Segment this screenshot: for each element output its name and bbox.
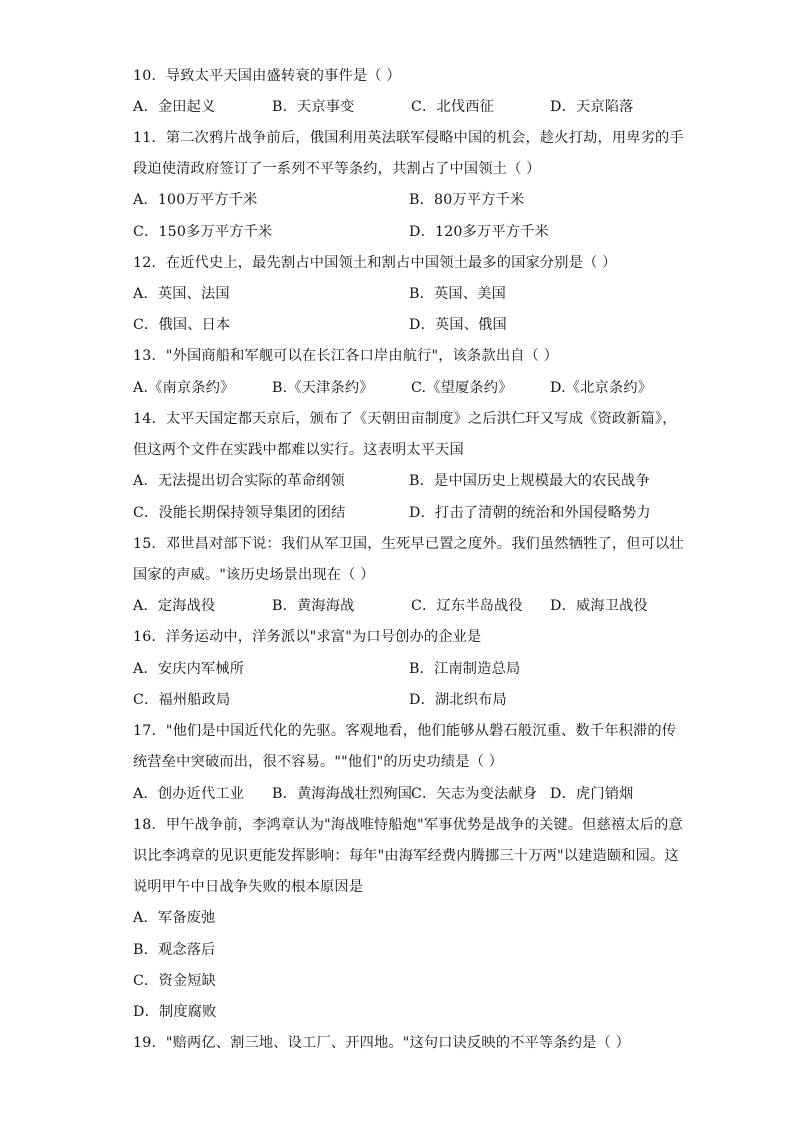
question-14-stem-line-2 [133, 440, 464, 460]
option-c: C．俄国、日本 [133, 317, 231, 333]
question-text: 第二次鸦片战争前后，俄国利用英法联军侵略中国的机会，趁火打劫，用卑劣的手 [165, 130, 684, 146]
option-c: C．北伐西征 [411, 99, 494, 115]
option-d: D．天京陷落 [550, 99, 634, 115]
question-text: 太平天国定都天京后，颁布了《天朝田亩制度》之后洪仁玕又写成《资政新篇》， [165, 411, 677, 427]
option-c: C．矢志为变法献身 [411, 786, 538, 802]
option-d: D．英国、俄国 [409, 317, 507, 333]
option-a: A．创办近代工业 [133, 786, 245, 802]
option-c: C.《望厦条约》 [411, 380, 513, 396]
option-c: C．没能长期保持领导集团的团结 [133, 505, 346, 521]
option-a: A．英国、法国 [133, 286, 230, 302]
option-d: D．湖北织布局 [409, 692, 507, 708]
option-d: D．打击了清朝的统治和外国侵略势力 [409, 505, 651, 521]
question-text: 国家的声威。"该历史场景出现在（ ） [133, 567, 375, 583]
question-19-stem [133, 1033, 630, 1053]
option-d: D．威海卫战役 [550, 598, 648, 614]
question-17-stem-line-2 [133, 752, 503, 772]
option-a: A．安庆内军械所 [133, 661, 245, 677]
option-a: A．定海战役 [133, 598, 216, 614]
question-18-option-a [133, 908, 215, 928]
question-number: 17． [133, 723, 166, 739]
question-17-stem-line-1 [133, 721, 676, 741]
question-text: 洋务运动中，洋务派以"求富"为口号创办的企业是 [165, 629, 482, 645]
option-b: B.《天津条约》 [272, 380, 374, 396]
option-b: B．英国、美国 [409, 286, 506, 302]
question-number: 14． [133, 411, 166, 427]
option-d: D．制度腐败 [133, 1004, 217, 1020]
question-18-stem-line-3 [133, 877, 363, 897]
question-text: "外国商船和军舰可以在长江各口岸由航行"，该条款出自（ ） [165, 348, 559, 364]
question-15-stem-line-2 [133, 565, 375, 585]
question-18-option-d [133, 1002, 217, 1022]
option-d: D.《北京条约》 [550, 380, 653, 396]
question-18-option-c [133, 971, 216, 991]
question-text: "赔两亿、割三地、设工厂、开四地。"这句口诀反映的不平等条约是（ ） [165, 1035, 631, 1051]
question-12-stem [133, 253, 617, 273]
question-16-stem [133, 627, 481, 647]
option-c: C．资金短缺 [133, 973, 216, 989]
question-text: 在近代史上，最先割占中国领土和割占中国领土最多的国家分别是（ ） [165, 255, 617, 271]
option-a: A．100万平方千米 [133, 192, 258, 208]
option-c: C．150多万平方千米 [133, 224, 273, 240]
question-number: 10． [133, 68, 166, 84]
question-text: 说明甲午中日战争失败的根本原因是 [133, 879, 364, 895]
question-11-stem-line-2 [133, 159, 541, 179]
option-b: B．黄海海战 [272, 598, 355, 614]
option-b: B．观念落后 [133, 942, 216, 958]
question-14-stem-line-1 [133, 409, 677, 429]
question-18-stem-line-2 [133, 846, 679, 866]
option-b: B．江南制造总局 [409, 661, 521, 677]
option-d: D．120多万平方千米 [409, 224, 549, 240]
question-18-option-b [133, 940, 216, 960]
question-text: 导致太平天国由盛转衰的事件是（ ） [165, 68, 401, 84]
question-number: 12． [133, 255, 166, 271]
option-b: B．天京事变 [272, 99, 355, 115]
option-c: C．福州船政局 [133, 692, 231, 708]
question-number: 16． [133, 629, 166, 645]
question-18-stem-line-1 [133, 815, 683, 835]
option-b: B．黄海海战壮烈殉国 [272, 786, 413, 802]
question-text: 邓世昌对部下说：我们从军卫国，生死早已置之度外。我们虽然牺牲了，但可以壮 [165, 536, 684, 552]
question-number: 18． [133, 817, 166, 833]
question-15-stem-line-1 [133, 534, 684, 554]
option-b: B．是中国历史上规模最大的农民战争 [409, 473, 650, 489]
option-b: B．80万平方千米 [409, 192, 525, 208]
question-text: 但这两个文件在实践中都难以实行。这表明太平天国 [133, 442, 464, 458]
option-a: A．金田起义 [133, 99, 216, 115]
option-c: C．辽东半岛战役 [411, 598, 523, 614]
question-number: 19． [133, 1035, 166, 1051]
question-number: 13． [133, 348, 166, 364]
option-a: A．无法提出切合实际的革命纲领 [133, 473, 345, 489]
question-text: 统营垒中突破而出，很不容易。""他们"的历史功绩是（ ） [133, 754, 504, 770]
question-13-stem [133, 346, 558, 366]
option-a: A．军备废弛 [133, 910, 216, 926]
question-text: 识比李鸿章的见识更能发挥影响：每年"由海军经费内腾挪三十万两"以建造颐和园。这 [133, 848, 679, 864]
question-text: 段迫使清政府签订了一系列不平等条约，共割占了中国领土（ ） [133, 161, 541, 177]
question-10-stem [133, 66, 401, 86]
question-number: 11． [133, 130, 166, 146]
option-a: A.《南京条约》 [133, 380, 235, 396]
question-number: 15． [133, 536, 166, 552]
question-11-stem-line-1 [133, 128, 684, 148]
option-d: D．虎门销烟 [550, 786, 634, 802]
question-text: "他们是中国近代化的先驱。客观地看，他们能够从磐石般沉重、数千年积滞的传 [165, 723, 677, 739]
question-text: 甲午战争前，李鸿章认为"海战唯恃船炮"军事优势是战争的关键。但慈禧太后的意 [165, 817, 683, 833]
